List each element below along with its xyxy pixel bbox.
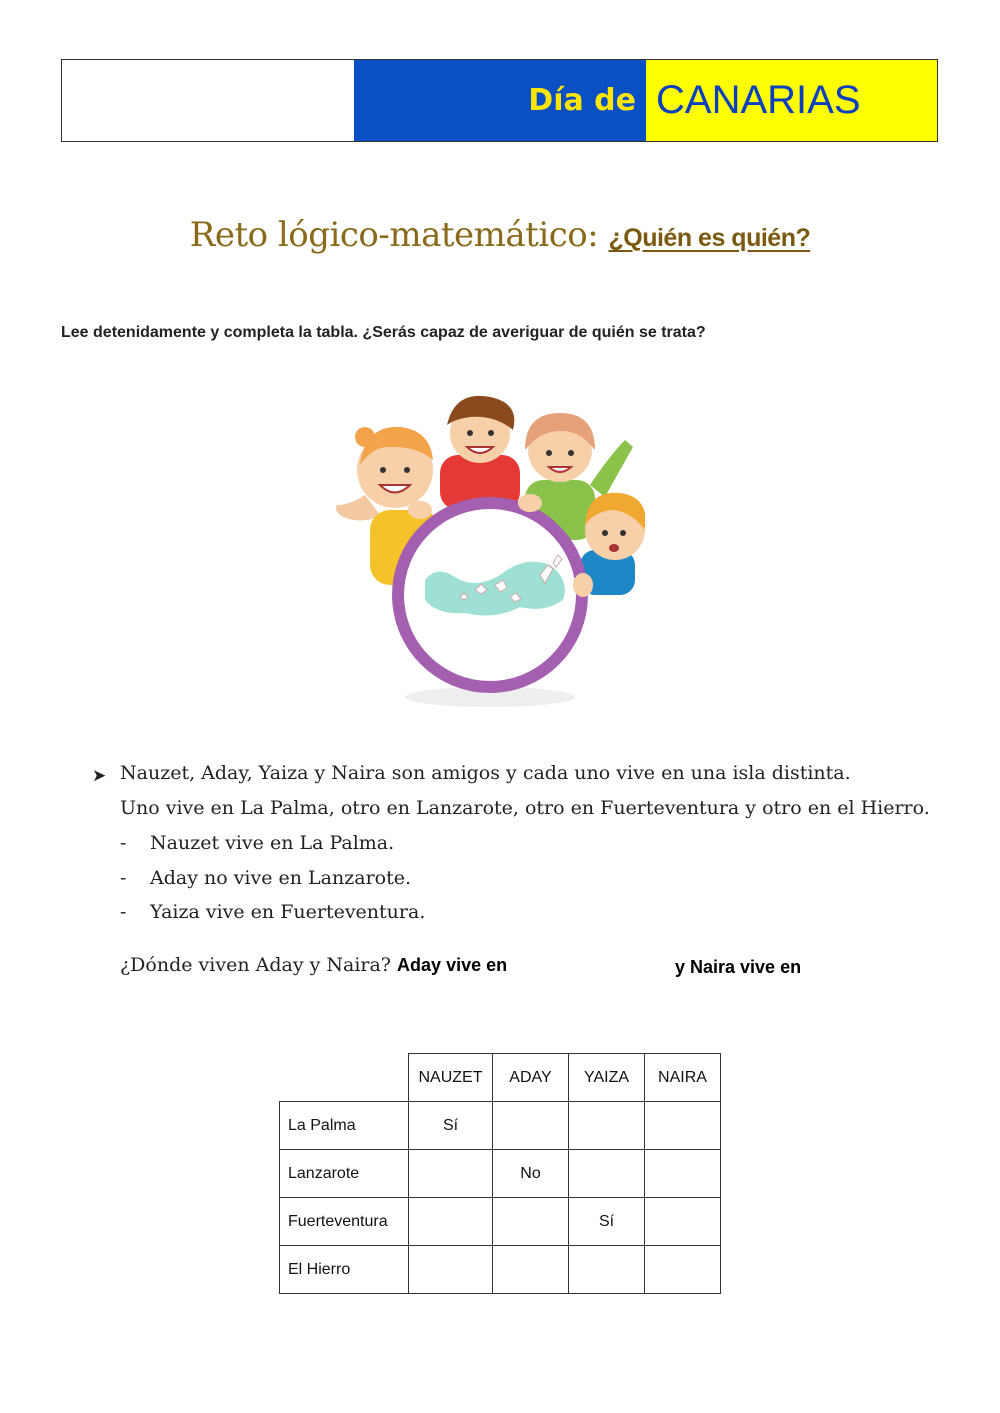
instructions-text: Lee detenidamente y completa la tabla. ¿Serás capaz de averiguar de quién se trata? [61, 324, 706, 341]
row-label: Lanzarote [280, 1150, 409, 1198]
banner-dia-de: Día de [528, 83, 636, 118]
row-label: Fuerteventura [280, 1198, 409, 1246]
page-title: Reto lógico-matemático: ¿Quién es quién? [189, 215, 811, 255]
header-banner [61, 59, 938, 142]
table-cell[interactable] [493, 1246, 569, 1294]
table-header-row [280, 1054, 721, 1102]
table-cell[interactable] [409, 1246, 493, 1294]
banner-white-panel [62, 60, 354, 141]
table-cell[interactable] [645, 1246, 721, 1294]
banner-canarias: CANARIAS [656, 78, 861, 122]
table-cell[interactable] [409, 1198, 493, 1246]
table-row [280, 1246, 721, 1294]
answer-naira-label: y Naira vive en [675, 957, 802, 977]
logic-table [279, 1053, 721, 1294]
column-header: ADAY [493, 1054, 569, 1102]
answer-aday-label: Aday vive en [397, 955, 508, 975]
table-cell[interactable] [645, 1150, 721, 1198]
problem-intro-2: Uno vive en La Palma, otro en Lanzarote, otro en Fuerteventura y otro en el Hierro. [120, 797, 930, 819]
row-label: La Palma [280, 1102, 409, 1150]
table-cell[interactable] [645, 1198, 721, 1246]
table-cell[interactable] [569, 1246, 645, 1294]
row-label: El Hierro [280, 1246, 409, 1294]
table-cell[interactable] [569, 1102, 645, 1150]
title-main: Reto lógico-matemático [189, 215, 588, 255]
column-header: NAIRA [645, 1054, 721, 1102]
table-cell[interactable] [493, 1198, 569, 1246]
question-line [120, 954, 507, 976]
table-cell[interactable] [493, 1102, 569, 1150]
table-cell[interactable]: No [493, 1150, 569, 1198]
table-cell[interactable] [409, 1150, 493, 1198]
column-header: YAIZA [569, 1054, 645, 1102]
table-cell[interactable] [645, 1102, 721, 1150]
table-row [280, 1102, 721, 1150]
table-row [280, 1150, 721, 1198]
table-cell[interactable] [569, 1150, 645, 1198]
table-cell[interactable]: Sí [569, 1198, 645, 1246]
table-cell[interactable]: Sí [409, 1102, 493, 1150]
banner-blue-panel [354, 60, 646, 141]
banner-yellow-panel [646, 60, 937, 141]
kids-island-illustration [325, 385, 645, 715]
clue-item: - Yaiza vive en Fuerteventura. [120, 901, 426, 923]
table-row [280, 1198, 721, 1246]
clue-item: - Nauzet vive en La Palma. [120, 832, 395, 854]
question-text: ¿Dónde viven Aday y Naira? [120, 954, 391, 976]
column-header: NAUZET [409, 1054, 493, 1102]
problem-intro: Nauzet, Aday, Yaiza y Naira son amigos y cada uno vive en una isla distinta. [120, 762, 851, 784]
title-subtitle: ¿Quién es quién? [608, 224, 811, 252]
clue-item: - Aday no vive en Lanzarote. [120, 867, 412, 889]
arrow-bullet-icon: ➤ [92, 766, 107, 786]
